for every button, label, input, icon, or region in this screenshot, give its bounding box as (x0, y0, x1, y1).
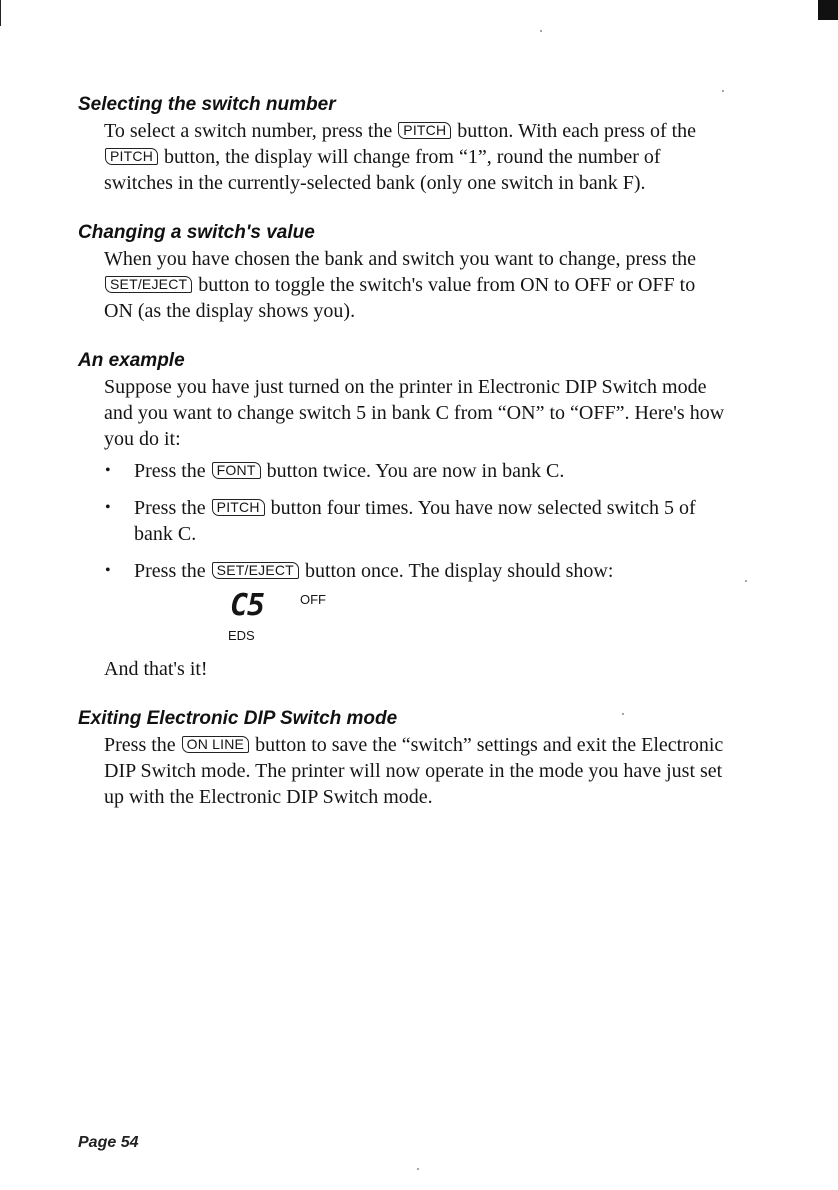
pitch-key-label: PITCH (398, 122, 451, 139)
text-span: To select a switch number, press the (104, 120, 398, 142)
lcd-status-text: OFF (300, 592, 326, 607)
page-content (78, 92, 728, 834)
set-eject-key-label: SET/EJECT (105, 276, 192, 293)
text-span: button to toggle the switch's value from ON to OFF or OFF to ON (as the display shows you). (104, 274, 696, 322)
font-key-label: FONT (212, 462, 261, 479)
text-span: Press the (134, 497, 211, 519)
text-span: button to save the “switch” settings and exit the Electronic DIP Switch mode. The printer will now operate in the mode you have just set up with the Electronic DIP Switch mode. (104, 734, 724, 808)
scan-speck (540, 30, 542, 32)
lcd-segment-readout: C5 (230, 588, 265, 623)
section-heading: Selecting the switch number (78, 94, 336, 115)
scan-speck (745, 580, 747, 582)
steps-list (104, 458, 728, 584)
lcd-mode-text: EDS (228, 628, 255, 643)
section-exiting (78, 706, 728, 810)
text-span: Press the (134, 560, 211, 582)
scan-speck (417, 1168, 419, 1170)
bullet-icon: • (105, 562, 111, 579)
text-span: Press the (104, 734, 181, 756)
pitch-key-label: PITCH (212, 499, 265, 516)
example-intro: Suppose you have just turned on the printer in Electronic DIP Switch mode and you want to change switch 5 in bank C from “ON” to “OFF”. Here's how you do it: (104, 376, 725, 450)
text-span: Press the (134, 460, 211, 482)
bullet-icon: • (105, 462, 111, 479)
section-heading: Changing a switch's value (78, 222, 315, 243)
step-item (104, 458, 728, 484)
section-heading: An example (78, 350, 185, 371)
step-item (104, 558, 728, 584)
set-eject-key-label: SET/EJECT (212, 562, 299, 579)
scan-edge-mark (0, 0, 1, 26)
page-number: Page 54 (78, 1134, 139, 1151)
text-span: button. With each press of the (452, 120, 697, 142)
text-span: button once. The display should show: (299, 560, 614, 582)
lcd-display (230, 590, 728, 656)
text-span: When you have chosen the bank and switch you want to change, press the (104, 248, 697, 270)
example-outro: And that's it! (104, 658, 208, 680)
text-span: button four times. You have now selected switch 5 of bank C. (134, 497, 696, 545)
on-line-key-label: ON LINE (182, 736, 249, 753)
section-body (104, 246, 728, 324)
bullet-icon: • (105, 499, 111, 516)
section-body (104, 118, 728, 196)
text-span: button, the display will change from “1”, round the number of switches in the currently-selected bank (only one switch in bank F). (104, 146, 661, 194)
section-changing-value (78, 220, 728, 324)
section-switch-number (78, 92, 728, 196)
section-heading: Exiting Electronic DIP Switch mode (78, 708, 398, 729)
scan-corner-mark (818, 0, 838, 20)
pitch-key-label: PITCH (105, 148, 158, 165)
step-item (104, 495, 728, 547)
text-span: button twice. You are now in bank C. (261, 460, 565, 482)
section-example (78, 348, 728, 682)
section-body (104, 732, 728, 810)
